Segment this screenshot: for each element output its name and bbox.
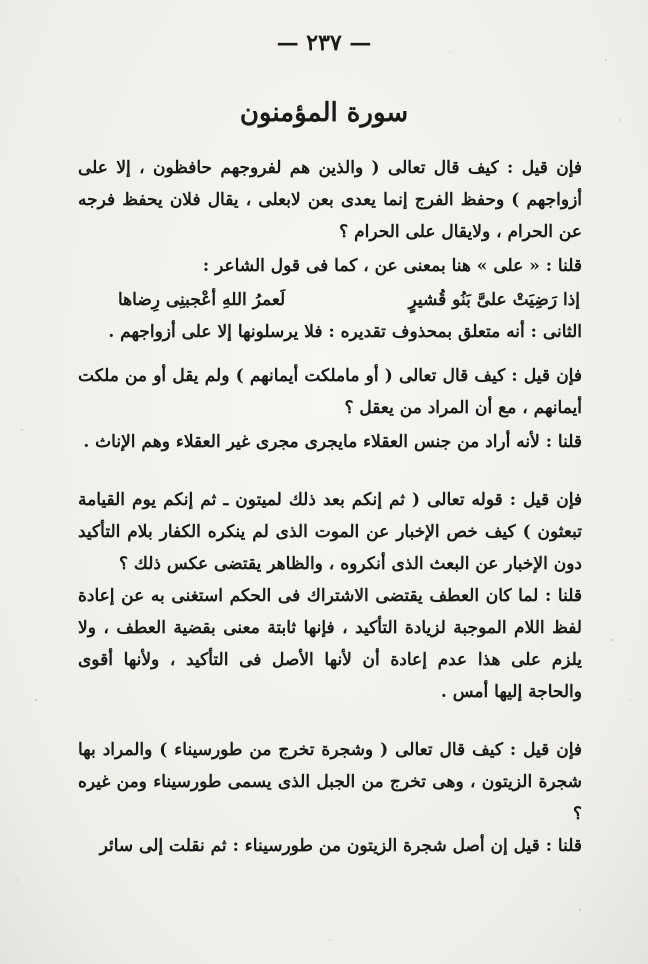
paragraph-question-4: فإن قيل : كيف قال تعالى ( وشجرة تخرج من طورسيناء ) والمراد بها شجرة الزيتون ، وهى تخرج من الجبل الذى يسمى طورسيناء ومن غيره ؟ — [78, 740, 582, 824]
paragraph-answer-1-second: الثانى : أنه متعلق بمحذوف تقديره : فلا يرسلونها إلا على أزواجهم . — [108, 322, 582, 342]
paragraph-answer-3: قلنا : لما كان العطف يقتضى الاشتراك فى الحكم استغنى به عن إعادة لفظ اللام الموجبة لزيادة التأكيد ، فإنها ثابتة معنى بقضية العطف ، ولا يلزم على هذا عدم إعادة أن لأنها الأصل فى التأكيد ، ولأنها أقوى والحاجة إليها أمس . — [78, 586, 582, 702]
page-number: — ٢٣٧ — — [276, 30, 372, 56]
page-body — [78, 152, 604, 862]
paragraph-question-3: فإن قيل : قوله تعالى ( ثم إنكم بعد ذلك لميتون ـ ثم إنكم يوم القيامة تبعثون ) كيف خص الإخبار عن الموت الذى لم ينكره الكفار بلام التأكيد دون الإخبار عن البعث الذى أنكروه ، والظاهر يقتضى عكس ذلك ؟ — [78, 490, 582, 574]
surah-title: سورة المؤمنون — [239, 98, 409, 128]
paragraph-answer-1: قلنا : « على » هنا بمعنى عن ، كما فى قول الشاعر : — [202, 256, 582, 276]
poetry-verse — [78, 284, 604, 316]
paragraph-answer-4: قلنا : قيل إن أصل شجرة الزيتون من طورسيناء : ثم نقلت إلى سائر — [99, 836, 582, 856]
paragraph-answer-2: قلنا : لأنه أراد من جنس العقلاء مايجرى مجرى غير العقلاء وهم الإناث . — [83, 432, 582, 452]
paragraph-question-2: فإن قيل : كيف قال تعالى ( أو ماملكت أيمانهم ) ولم يقل أو من ملكت أيمانهم ، مع أن المراد من يعقل ؟ — [78, 366, 582, 418]
verse-second-hemistich: لَعمرُ اللهِ أعْجبنِى رِضاها — [118, 290, 286, 310]
verse-first-hemistich: إذا رَضِيَتْ علىَّ بَنُو قُشيرٍ — [408, 290, 580, 310]
paragraph-question-1: فإن قيل : كيف قال تعالى ( والذين هم لفروجهم حافظون ، إلا على أزواجهم ) وحفظ الفرج إنما يعدى بعن لابعلى ، يقال فلان يحفظ فرجه عن الحرام ، ولايقال على الحرام ؟ — [78, 158, 582, 242]
